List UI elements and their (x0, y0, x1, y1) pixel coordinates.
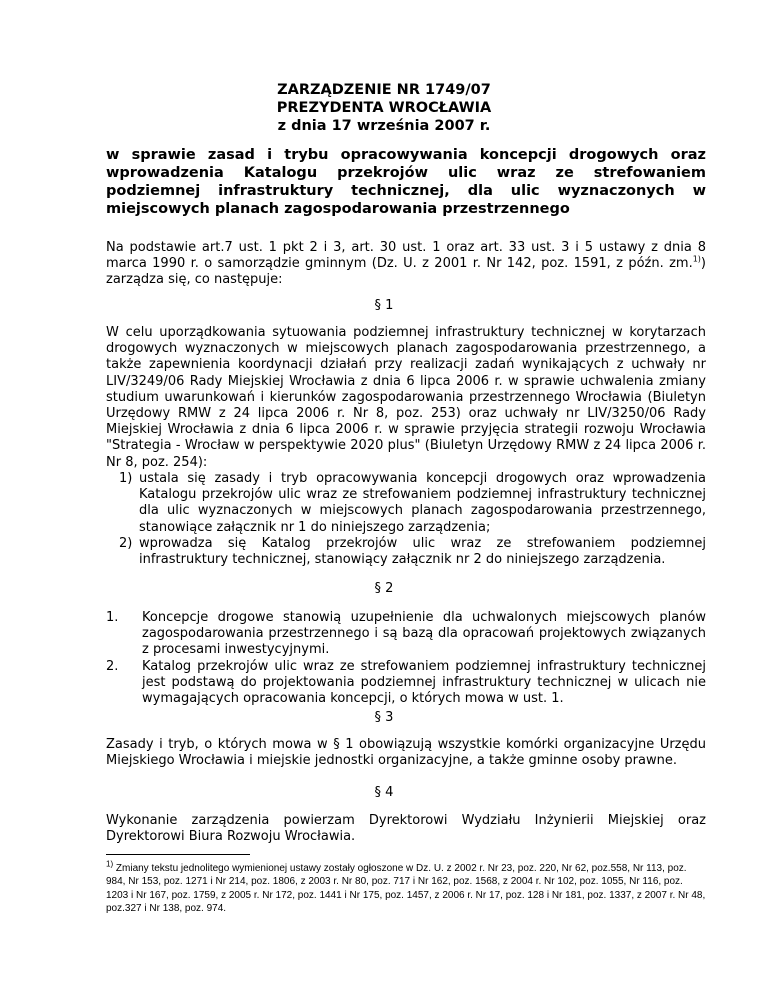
list-item (119, 536, 706, 568)
list-item (119, 471, 706, 536)
list-item-number: 2) (119, 536, 133, 551)
list-item-number: 1. (106, 610, 119, 625)
section-4-heading: § 4 (374, 785, 394, 800)
preamble-text: Na podstawie art.7 ust. 1 pkt 2 i 3, art. 30 ust. 1 oraz art. 33 ust. 3 i 5 ustawy z dnia 8 marca 1990 r. o samorządzie gminnym (Dz. U. z 2001 r. Nr 142, poz. 1591, z późn. zm. (106, 240, 706, 272)
document-title (0, 81, 768, 135)
list-item (106, 659, 706, 708)
footnote-marker: 1) (106, 859, 114, 869)
preamble-text-end: ) zarządza się, co następuje: (106, 256, 706, 288)
list-item-text: ustala się zasady i tryb opracowywania koncepcji drogowych oraz wprowadzenia Katalogu przekrojów ulic wraz ze strefowaniem podziemnej infrastruktury technicznej dla ulic wyznaczonych w miejscowych planach zagospodarowania przestrzennego, stanowiące załącznik nr 1 do niniejszego zarządzenia; (139, 471, 706, 535)
list-item-number: 2. (106, 659, 119, 674)
footnote-text: Zmiany tekstu jednolitego wymienionej ustawy zostały ogłoszone w Dz. U. z 2002 r. Nr 23, poz. 220, Nr 62, poz.558, Nr 113, poz. 984, Nr 153, poz. 1271 i Nr 214, poz. 1806, z 2003 r. Nr 80, poz. 717 i Nr 162, poz. 1568, z 2004 r. Nr 102, poz. 1055, Nr 116, poz. 1203 i Nr 167, poz. 1759, z 2005 r. Nr 172, poz. 1441 i Nr 175, poz. 1457, z 2006 r. Nr 17, poz. 128 i Nr 181, poz. 1337, z 2007 r. Nr 48, poz.327 i Nr 138, poz. 974. (106, 863, 706, 915)
title-line-2: PREZYDENTA WROCŁAWIA (276, 100, 492, 116)
preamble (106, 240, 706, 289)
list-item-text: Koncepcje drogowe stanowią uzupełnienie dla uchwalonych miejscowych planów zagospodarowania przestrzennego i są bazą dla opracowań projektowych związanych z procesami inwestycyjnymi. (142, 610, 706, 658)
section-3-heading: § 3 (374, 710, 394, 725)
list-item-text: wprowadza się Katalog przekrojów ulic wraz ze strefowaniem podziemnej infrastruktury technicznej, stanowiący załącznik nr 2 do niniejszego zarządzenia. (139, 536, 706, 568)
footnote-divider (106, 854, 250, 855)
section-2-heading: § 2 (374, 581, 394, 596)
document-subject: w sprawie zasad i trybu opracowywania koncepcji drogowych oraz wprowadzenia Katalogu przekrojów ulic wraz ze strefowaniem podziemnej infrastruktury technicznej, dla ulic wyznaczonych w miejscowych planach zagospodarowania przestrzennego (106, 147, 706, 217)
title-line-1: ZARZĄDZENIE NR 1749/07 (277, 82, 491, 98)
section-3-text: Zasady i tryb, o których mowa w § 1 obowiązują wszystkie komórki organizacyjne Urzędu Miejskiego Wrocławia i miejskie jednostki organizacyjne, a także gminne osoby prawne. (106, 737, 706, 769)
section-4-text: Wykonanie zarządzenia powierzam Dyrektorowi Wydziału Inżynierii Miejskiej oraz Dyrektorowi Biura Rozwoju Wrocławia. (106, 813, 706, 845)
list-item-number: 1) (119, 471, 133, 486)
title-date: z dnia 17 września 2007 r. (277, 118, 491, 134)
list-item (106, 610, 706, 659)
footnote-reference: 1) (692, 254, 701, 264)
section-1-intro: W celu uporządkowania sytuowania podziemnej infrastruktury technicznej w korytarzach drogowych wyznaczonych w miejscowych planach zagospodarowania przestrzennego, a także zapewnienia koordynacji działań przy realizacji zadań wynikających z uchwały nr LIV/3249/06 Rady Miejskiej Wrocławia z dnia 6 lipca 2006 r. w sprawie uchwalenia zmiany studium uwarunkowań i kierunków zagospodarowania przestrzennego Wrocławia (Biuletyn Urzędowy RMW z 24 lipca 2006 r. Nr 8, poz. 253) oraz uchwały nr LIV/3250/06 Rady Miejskiej Wrocławia z dnia 6 lipca 2006 r. w sprawie przyjęcia strategii rozwoju Wrocławia "Strategia - Wrocław w perspektywie 2020 plus" (Biuletyn Urzędowy RMW z 24 lipca 2006 r. Nr 8, poz. 254): (106, 325, 706, 470)
footnote (106, 859, 706, 916)
list-item-text: Katalog przekrojów ulic wraz ze strefowaniem podziemnej infrastruktury technicznej jest podstawą do projektowania podziemnej infrastruktury technicznej w ulicach nie wymagających opracowania koncepcji, o których mowa w ust. 1. (142, 659, 706, 707)
section-1-heading: § 1 (374, 298, 394, 313)
